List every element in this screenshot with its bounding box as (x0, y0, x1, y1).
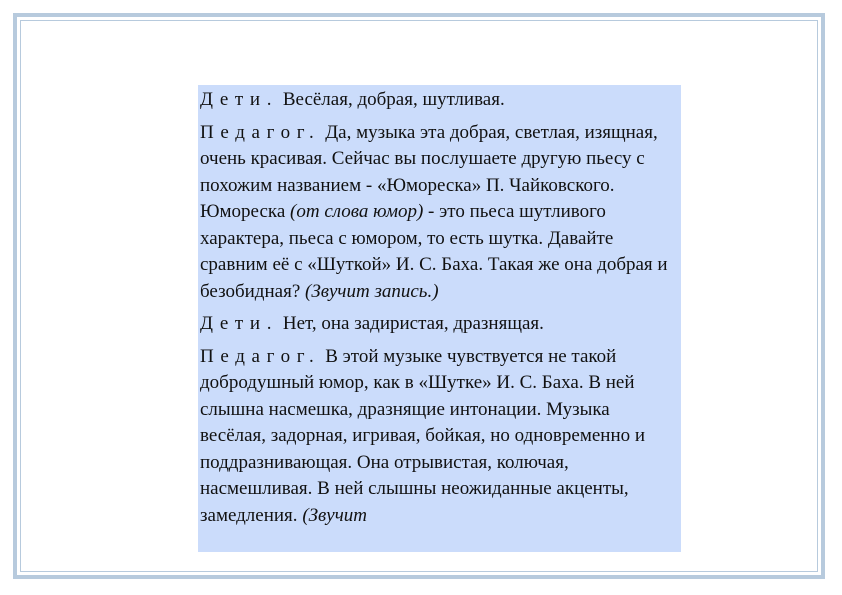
speaker-label: Дети. (200, 313, 279, 334)
dialogue-paragraph (200, 344, 679, 530)
dialogue-text: - это пьеса шутливого характера, пьеса с юмором, то есть шутка. Давайте сравним её с «Шуткой» И. С. Баха. Такая же она добрая и безобидная? (200, 201, 668, 302)
dialogue-paragraph (200, 311, 679, 338)
dialogue-paragraph (200, 120, 679, 306)
stage-direction: (Звучит запись.) (305, 280, 439, 302)
speaker-label: Дети. (200, 89, 279, 110)
speaker-label: Педагог. (200, 121, 321, 143)
dialogue-text: Весёлая, добрая, шутливая. (278, 89, 505, 110)
dialogue-text: Нет, она задиристая, дразнящая. (278, 313, 544, 334)
dialogue-remark: (от слова юмор) (290, 201, 424, 222)
speaker-label: Педагог. (200, 345, 321, 367)
stage-direction: (Звучит (302, 504, 368, 526)
dialogue-paragraph (200, 87, 679, 114)
dialogue-text: Да, музыка эта добрая, светлая, изящная, очень красивая. Сейчас вы послушаете другую пьесу с похожим названием - «Юмореска» П. Чайковского. Юмореска (200, 121, 658, 222)
dialogue-text-panel (198, 85, 681, 552)
dialogue-text: В этой музыке чувствуется не такой добродушный юмор, как в «Шутке» И. С. Баха. В ней слышна насмешка, дразнящие интонации. Музыка весёлая, задорная, игривая, бойкая, но одновременно и поддразнивающая. Она отрывистая, колючая, насмешливая. В ней слышны неожиданные акценты, замедления. (200, 345, 646, 526)
